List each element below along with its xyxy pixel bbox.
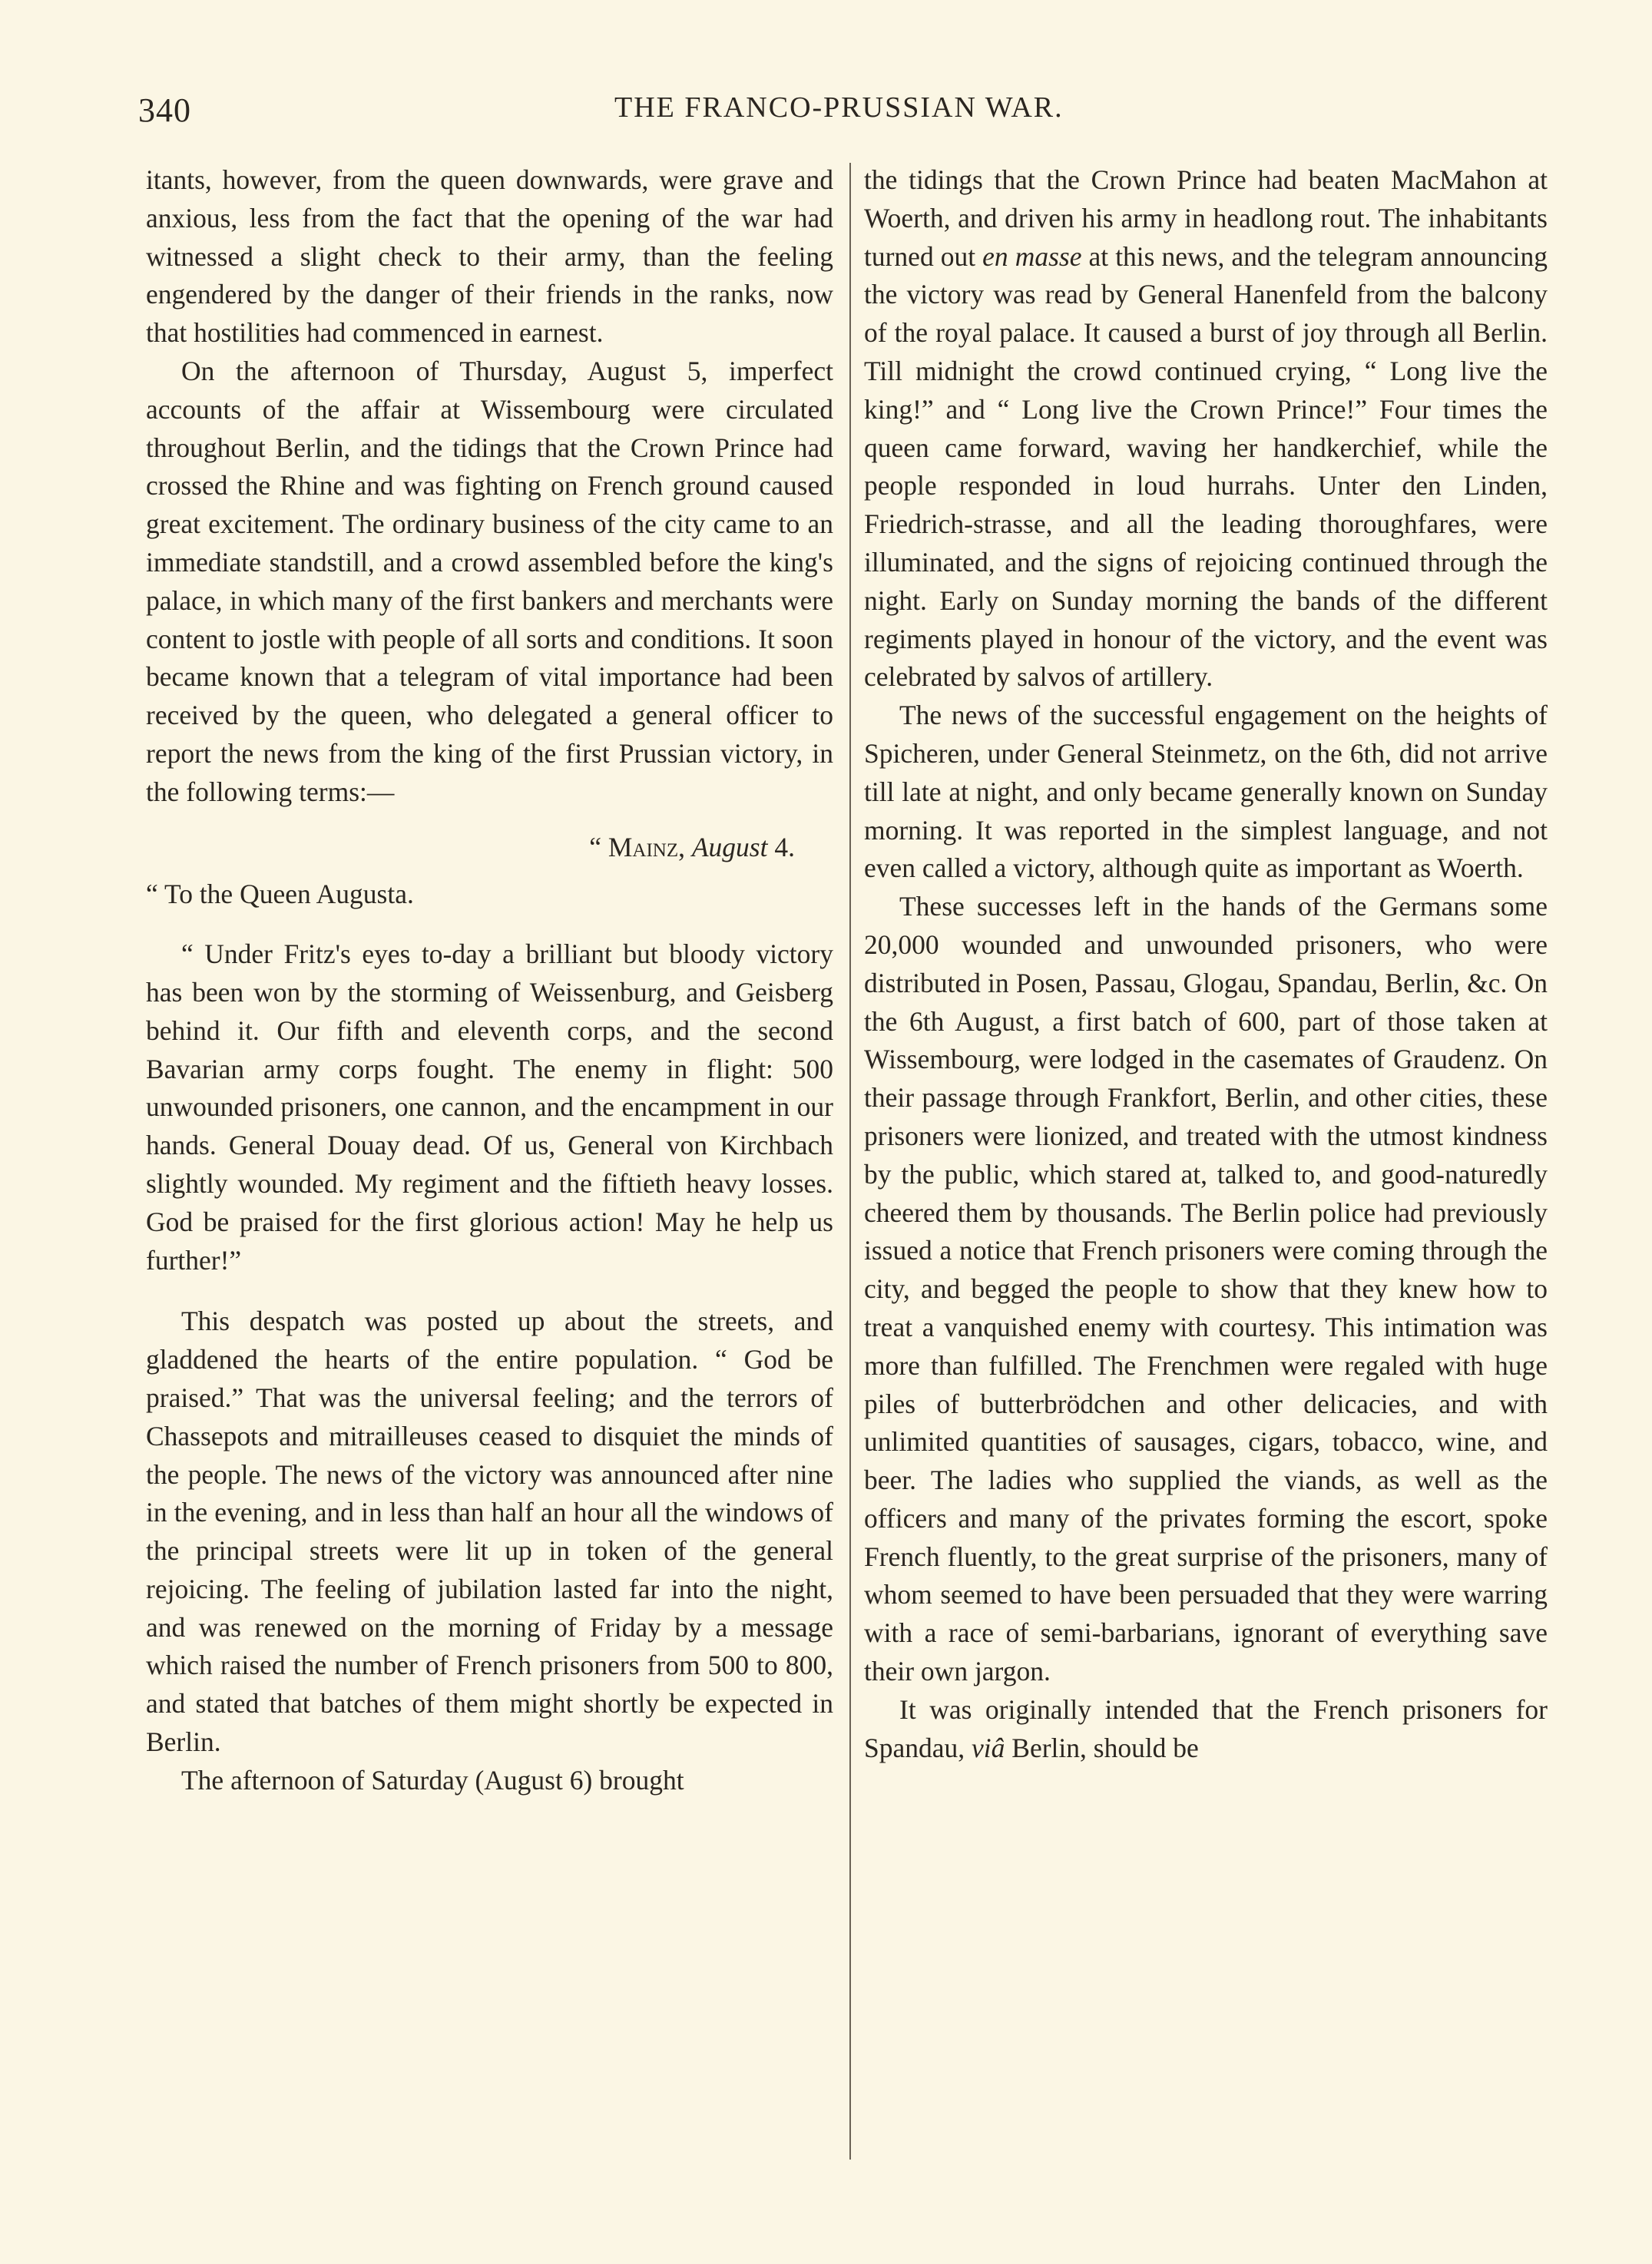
- telegram-dateline: [146, 829, 833, 867]
- left-column: [146, 161, 833, 1800]
- text-run: Berlin, should be: [1011, 1732, 1199, 1763]
- text-run: the tidings that the Crown Prince had beaten MacMahon at Woerth, and driven his army in headlong rout. The inhabitants turned out: [864, 164, 1548, 272]
- text-run: at this news, and the telegram announcing the victory was read by General Hanenfeld from the balcony of the royal palace. It caused a burst of joy through all Berlin. Till midnight the crowd continued crying, “ Long live the king!” and “ Long live the Crown Prince!” Four times the queen came forward, waving her handkerchief, while the people responded in loud hurrahs. Unter den Linden, Friedrich-strasse, and all the leading thoroughfares, were illuminated, and the signs of rejoicing continued through the night. Early on Sunday morning the bands of the different regiments played in honour of the victory, and the event was celebrated by salvos of artillery.: [864, 240, 1548, 693]
- telegram-address: “ To the Queen Augusta.: [146, 879, 414, 910]
- page-header: [138, 91, 1552, 137]
- paragraph: [864, 161, 1548, 697]
- dateline-day: 4.: [774, 831, 795, 862]
- page-number: 340: [138, 91, 191, 129]
- italic-text: viâ: [972, 1732, 1005, 1763]
- paragraph: The news of the successful engagement on the heights of Spicheren, under General Steinmetz, on the 6th, did not arrive till late at night, and only became generally known on Sunday morning. It was reported in the simplest language, and not even called a victory, although quite as important as Woerth.: [864, 700, 1548, 884]
- running-title: THE FRANCO-PRUSSIAN WAR.: [614, 91, 1064, 124]
- paragraph: [864, 1691, 1548, 1768]
- text-run: It was originally intended that the French prisoners for Spandau,: [864, 1693, 1548, 1763]
- telegram-body: “ Under Fritz's eyes to-day a brilliant but bloody victory has been won by the storming of Weissenburg, and Geisberg behind it. Our fifth and eleventh corps, and the second Bavarian army corps fought. The enemy in flight: 500 unwounded prisoners, one cannon, and the encampment in our hands. General Douay dead. Of us, General von Kirchbach slightly wounded. My regiment and the fiftieth heavy losses. God be praised for the first glorious action! May he help us further!”: [146, 938, 833, 1276]
- paragraph: On the afternoon of Thursday, August 5, imperfect accounts of the affair at Wissembourg were circulated throughout Berlin, and the tidings that the Crown Prince had crossed the Rhine and was fighting on French ground caused great excitement. The ordinary business of the city came to an immediate standstill, and a crowd assembled before the king's palace, in which many of the first bankers and merchants were content to jostle with people of all sorts and conditions. It soon became known that a telegram of vital importance had been received by the queen, who delegated a general officer to report the news from the king of the first Prussian victory, in the following terms:—: [146, 355, 833, 807]
- paragraph: itants, however, from the queen downwards, were grave and anxious, less from the fact that the opening of the war had witnessed a slight check to their army, than the feeling engendered by the danger of their friends in the ranks, now that hostilities had commenced in earnest.: [146, 164, 833, 349]
- dateline-place: “ Mainz,: [589, 831, 685, 862]
- column-divider: [849, 163, 851, 2160]
- paragraph: This despatch was posted up about the streets, and gladdened the hearts of the entire population. “ God be praised.” That was the universal feeling; and the terrors of Chassepots and mitrailleuses ceased to disquiet the minds of the people. The news of the victory was announced after nine in the evening, and in less than half an hour all the windows of the principal streets were lit up in token of the general rejoicing. The feeling of jubilation lasted far into the night, and was renewed on the morning of Friday by a message which raised the number of French prisoners from 500 to 800, and stated that batches of them might shortly be expected in Berlin.: [146, 1306, 833, 1758]
- right-column: [864, 161, 1548, 1767]
- italic-text: en masse: [982, 240, 1082, 272]
- dateline-date: August: [691, 831, 768, 862]
- paragraph: The afternoon of Saturday (August 6) brought: [181, 1764, 684, 1796]
- paragraph: These successes left in the hands of the Germans some 20,000 wounded and unwounded prisoners, who were distributed in Posen, Passau, Glogau, Spandau, Berlin, &c. On the 6th August, a first batch of 600, part of those taken at Wissembourg, were lodged in the casemates of Graudenz. On their passage through Frankfort, Berlin, and other cities, these prisoners were lionized, and treated with the utmost kindness by the public, which stared at, talked to, and good-naturedly cheered them by thousands. The Berlin police had previously issued a notice that French prisoners were coming through the city, and begged the people to show that they knew how to treat a vanquished enemy with courtesy. This intimation was more than fulfilled. The Frenchmen were regaled with huge piles of butterbrödchen and other delicacies, and with unlimited quantities of sausages, cigars, tobacco, wine, and beer. The ladies who supplied the viands, as well as the officers and many of the privates forming the escort, spoke French fluently, to the great surprise of the prisoners, many of whom seemed to have been persuaded that they were warring with a race of semi-barbarians, ignorant of everything save their own jargon.: [864, 891, 1548, 1687]
